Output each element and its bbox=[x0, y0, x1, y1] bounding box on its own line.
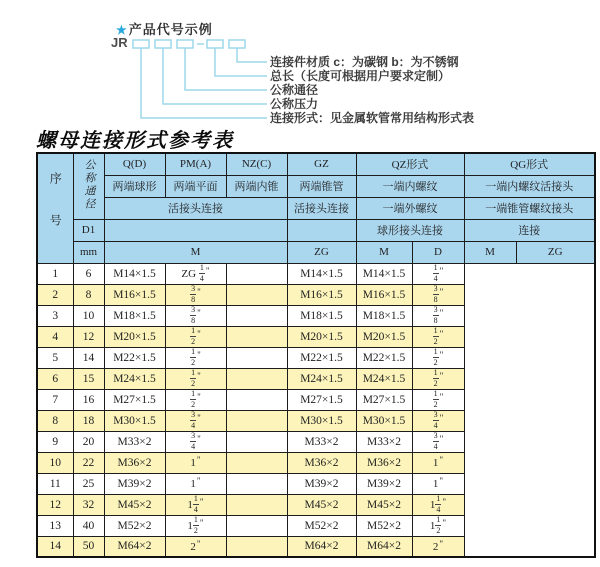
cell-qz-m bbox=[226, 431, 287, 452]
cell-qz-d: M30×1.5 bbox=[287, 410, 356, 431]
header-qg-desc2: 一端锥管螺纹接头 bbox=[464, 197, 595, 219]
cell-dn: 22 bbox=[73, 452, 104, 473]
header-col-q: Q(D) bbox=[104, 153, 165, 175]
cell-dn: 25 bbox=[73, 473, 104, 494]
cell-zg-size: $\frac{1}{2}$ " bbox=[165, 389, 226, 410]
table-row bbox=[37, 452, 595, 473]
cell-seq: 12 bbox=[37, 494, 73, 515]
cell-qg-m: M64×2 bbox=[356, 536, 412, 557]
product-code-example-label: 产品代号示例 bbox=[128, 22, 213, 37]
cell-zg-size: $\frac{3}{8}$ " bbox=[165, 305, 226, 326]
cell-qz-d: M27×1.5 bbox=[287, 389, 356, 410]
cell-qg-zg: $\frac{3}{8}$ " bbox=[412, 284, 464, 305]
cell-qg-zg: $\frac{1}{4}$ " bbox=[412, 263, 464, 284]
cell-qz-m bbox=[226, 494, 287, 515]
header-unit-m: M bbox=[104, 241, 287, 263]
table-row bbox=[37, 263, 595, 284]
cell-qg-m: M22×1.5 bbox=[356, 347, 412, 368]
cell-zg-size: 2" bbox=[165, 536, 226, 557]
table-title: 螺母连接形式参考表 bbox=[36, 128, 234, 152]
cell-dn: 8 bbox=[73, 284, 104, 305]
table-row bbox=[37, 515, 595, 536]
header-qz-desc2: 一端外螺纹 bbox=[356, 197, 464, 219]
cell-zg-size: 1" bbox=[165, 452, 226, 473]
cell-m-thread: M45×2 bbox=[104, 494, 165, 515]
header-unit-mm: mm bbox=[73, 241, 104, 263]
cell-zg-size: 1" bbox=[165, 473, 226, 494]
cell-qz-m bbox=[226, 389, 287, 410]
table-row bbox=[37, 431, 595, 452]
cell-qz-m bbox=[226, 536, 287, 557]
code-box-1 bbox=[133, 40, 149, 48]
header-seq: 序号 bbox=[37, 153, 73, 263]
cell-zg-size: $\frac{3}{4}$ " bbox=[165, 410, 226, 431]
cell-m-thread: M22×1.5 bbox=[104, 347, 165, 368]
cell-qg-m: M36×2 bbox=[356, 452, 412, 473]
cell-qz-d: M39×2 bbox=[287, 473, 356, 494]
cell-qg-m: M16×1.5 bbox=[356, 284, 412, 305]
cell-qz-m bbox=[226, 515, 287, 536]
header-nz-desc: 两端内锥 bbox=[226, 175, 287, 197]
cell-seq: 13 bbox=[37, 515, 73, 536]
label-connector-material: 连接件材质 c：为碳钢 b：为不锈钢 bbox=[270, 55, 459, 69]
header-col-nz: NZ(C) bbox=[226, 153, 287, 175]
header-union-connection-gz: 活接头连接 bbox=[287, 197, 356, 219]
cell-qg-m: M27×1.5 bbox=[356, 389, 412, 410]
label-nominal-pressure: 公称压力 bbox=[270, 97, 319, 111]
table-row bbox=[37, 494, 595, 515]
cell-zg-size: $\frac{3}{4}$ " bbox=[165, 431, 226, 452]
cell-m-thread: M52×2 bbox=[104, 515, 165, 536]
header-col-qz: QZ形式 bbox=[356, 153, 464, 175]
table-row bbox=[37, 347, 595, 368]
header-q-desc: 两端球形 bbox=[104, 175, 165, 197]
cell-qz-d: M45×2 bbox=[287, 494, 356, 515]
cell-seq: 9 bbox=[37, 431, 73, 452]
cell-qz-m bbox=[226, 347, 287, 368]
header-qg-desc1: 一端内螺纹活接头 bbox=[464, 175, 595, 197]
cell-qz-d: M18×1.5 bbox=[287, 305, 356, 326]
table-row bbox=[37, 305, 595, 326]
header-union-connection: 活接头连接 bbox=[104, 197, 287, 219]
cell-seq: 1 bbox=[37, 263, 73, 284]
lead-line-dn bbox=[185, 48, 267, 90]
cell-m-thread: M16×1.5 bbox=[104, 284, 165, 305]
cell-dn: 16 bbox=[73, 389, 104, 410]
lead-line-material bbox=[237, 48, 267, 62]
cell-qz-d: M16×1.5 bbox=[287, 284, 356, 305]
cell-qg-zg: $\frac{1}{2}$ " bbox=[412, 347, 464, 368]
star-icon: ★ bbox=[116, 23, 128, 37]
cell-seq: 7 bbox=[37, 389, 73, 410]
cell-qg-zg: $\frac{1}{2}$ " bbox=[412, 389, 464, 410]
cell-dn: 40 bbox=[73, 515, 104, 536]
header-qg-conn: 连接 bbox=[464, 219, 595, 241]
cell-zg-size: $\frac{3}{8}$ " bbox=[165, 284, 226, 305]
cell-qz-d: M22×1.5 bbox=[287, 347, 356, 368]
cell-m-thread: M64×2 bbox=[104, 536, 165, 557]
cell-seq: 10 bbox=[37, 452, 73, 473]
header-qg-unit-zg: ZG bbox=[516, 241, 595, 263]
table-row bbox=[37, 326, 595, 347]
cell-qg-zg: $\frac{3}{8}$ " bbox=[412, 305, 464, 326]
cell-qg-zg: $\frac{1}{2}$ " bbox=[412, 368, 464, 389]
cell-dn: 15 bbox=[73, 368, 104, 389]
cell-dn: 6 bbox=[73, 263, 104, 284]
cell-dn: 12 bbox=[73, 326, 104, 347]
table-row bbox=[37, 473, 595, 494]
cell-m-thread: M18×1.5 bbox=[104, 305, 165, 326]
label-nominal-diameter: 公称通径 bbox=[270, 83, 319, 97]
cell-m-thread: M14×1.5 bbox=[104, 263, 165, 284]
table-row bbox=[37, 389, 595, 410]
cell-dn: 50 bbox=[73, 536, 104, 557]
cell-m-thread: M24×1.5 bbox=[104, 368, 165, 389]
cell-qz-m bbox=[226, 368, 287, 389]
cell-seq: 4 bbox=[37, 326, 73, 347]
cell-dn: 14 bbox=[73, 347, 104, 368]
header-pm-desc: 两端平面 bbox=[165, 175, 226, 197]
cell-dn: 10 bbox=[73, 305, 104, 326]
cell-qz-d: M64×2 bbox=[287, 536, 356, 557]
cell-dn: 20 bbox=[73, 431, 104, 452]
cell-qz-d: M20×1.5 bbox=[287, 326, 356, 347]
header-blank-2 bbox=[287, 219, 356, 241]
cell-seq: 8 bbox=[37, 410, 73, 431]
cell-qg-m: M39×2 bbox=[356, 473, 412, 494]
header-dn: 公称通径 bbox=[73, 153, 104, 219]
cell-qz-m bbox=[226, 284, 287, 305]
cell-qg-m: M52×2 bbox=[356, 515, 412, 536]
header-col-gz: GZ bbox=[287, 153, 356, 175]
cell-m-thread: M36×2 bbox=[104, 452, 165, 473]
table-row bbox=[37, 368, 595, 389]
header-qz-unit-d: D bbox=[412, 241, 464, 263]
header-qz-conn: 球形接头连接 bbox=[356, 219, 464, 241]
cell-zg-size: $\frac{1}{2}$ " bbox=[165, 347, 226, 368]
cell-m-thread: M30×1.5 bbox=[104, 410, 165, 431]
cell-qz-m bbox=[226, 263, 287, 284]
cell-zg-size: 1 $\frac{1}{2}$ " bbox=[165, 515, 226, 536]
header-gz-desc: 两端锥管 bbox=[287, 175, 356, 197]
cell-qz-m bbox=[226, 410, 287, 431]
cell-m-thread: M39×2 bbox=[104, 473, 165, 494]
cell-qg-zg: 1" bbox=[412, 452, 464, 473]
code-box-2 bbox=[155, 40, 171, 48]
cell-m-thread: M20×1.5 bbox=[104, 326, 165, 347]
cell-qz-d: M24×1.5 bbox=[287, 368, 356, 389]
cell-qg-zg: 1 $\frac{1}{4}$ " bbox=[412, 494, 464, 515]
cell-qg-zg: 1" bbox=[412, 473, 464, 494]
cell-qz-d: M36×2 bbox=[287, 452, 356, 473]
cell-seq: 14 bbox=[37, 536, 73, 557]
code-prefix: JR bbox=[111, 35, 128, 50]
code-box-5 bbox=[229, 40, 245, 48]
cell-qg-zg: 1 $\frac{1}{2}$ " bbox=[412, 515, 464, 536]
header-qg-unit-m: M bbox=[464, 241, 516, 263]
table-row bbox=[37, 536, 595, 557]
cell-seq: 6 bbox=[37, 368, 73, 389]
header-blank-1 bbox=[104, 219, 287, 241]
cell-qz-m bbox=[226, 305, 287, 326]
cell-qz-m bbox=[226, 473, 287, 494]
cell-qg-m: M14×1.5 bbox=[356, 263, 412, 284]
cell-qg-m: M24×1.5 bbox=[356, 368, 412, 389]
cell-seq: 5 bbox=[37, 347, 73, 368]
cell-qz-d: M33×2 bbox=[287, 431, 356, 452]
code-box-3 bbox=[177, 40, 193, 48]
table-row bbox=[37, 410, 595, 431]
cell-qg-m: M20×1.5 bbox=[356, 326, 412, 347]
header-d1: D1 bbox=[73, 219, 104, 241]
header-qz-desc1: 一端内螺纹 bbox=[356, 175, 464, 197]
cell-qg-zg: $\frac{1}{2}$ " bbox=[412, 326, 464, 347]
header-col-pm: PM(A) bbox=[165, 153, 226, 175]
cell-zg-size: ZG $\frac{1}{4}$ " bbox=[165, 263, 226, 284]
cell-qg-zg: $\frac{3}{4}$ " bbox=[412, 431, 464, 452]
cell-dn: 32 bbox=[73, 494, 104, 515]
table-row bbox=[37, 284, 595, 305]
cell-qg-m: M45×2 bbox=[356, 494, 412, 515]
cell-qg-m: M33×2 bbox=[356, 431, 412, 452]
cell-dn: 18 bbox=[73, 410, 104, 431]
header-qz-unit-m: M bbox=[356, 241, 412, 263]
header-unit-zg: ZG bbox=[287, 241, 356, 263]
cell-qg-zg: $\frac{3}{4}$ " bbox=[412, 410, 464, 431]
cell-m-thread: M27×1.5 bbox=[104, 389, 165, 410]
cell-zg-size: $\frac{1}{2}$ " bbox=[165, 326, 226, 347]
header-col-qg: QG形式 bbox=[464, 153, 595, 175]
cell-zg-size: $\frac{1}{2}$ " bbox=[165, 368, 226, 389]
cell-zg-size: 1 $\frac{1}{4}$ " bbox=[165, 494, 226, 515]
cell-qg-m: M18×1.5 bbox=[356, 305, 412, 326]
cell-qz-d: M52×2 bbox=[287, 515, 356, 536]
cell-m-thread: M33×2 bbox=[104, 431, 165, 452]
nut-connection-table bbox=[36, 152, 596, 558]
cell-seq: 2 bbox=[37, 284, 73, 305]
label-total-length: 总长（长度可根据用户要求定制） bbox=[270, 69, 451, 83]
table-body bbox=[37, 263, 595, 557]
cell-seq: 3 bbox=[37, 305, 73, 326]
cell-qz-d: M14×1.5 bbox=[287, 263, 356, 284]
code-box-4 bbox=[207, 40, 223, 48]
lead-line-connection bbox=[141, 48, 267, 118]
cell-qz-m bbox=[226, 326, 287, 347]
table-header bbox=[37, 153, 595, 263]
cell-qz-m bbox=[226, 452, 287, 473]
cell-qg-m: M30×1.5 bbox=[356, 410, 412, 431]
cell-seq: 11 bbox=[37, 473, 73, 494]
label-connection-type: 连接形式：见金属软管常用结构形式表 bbox=[270, 111, 475, 125]
cell-qg-zg: 2" bbox=[412, 536, 464, 557]
